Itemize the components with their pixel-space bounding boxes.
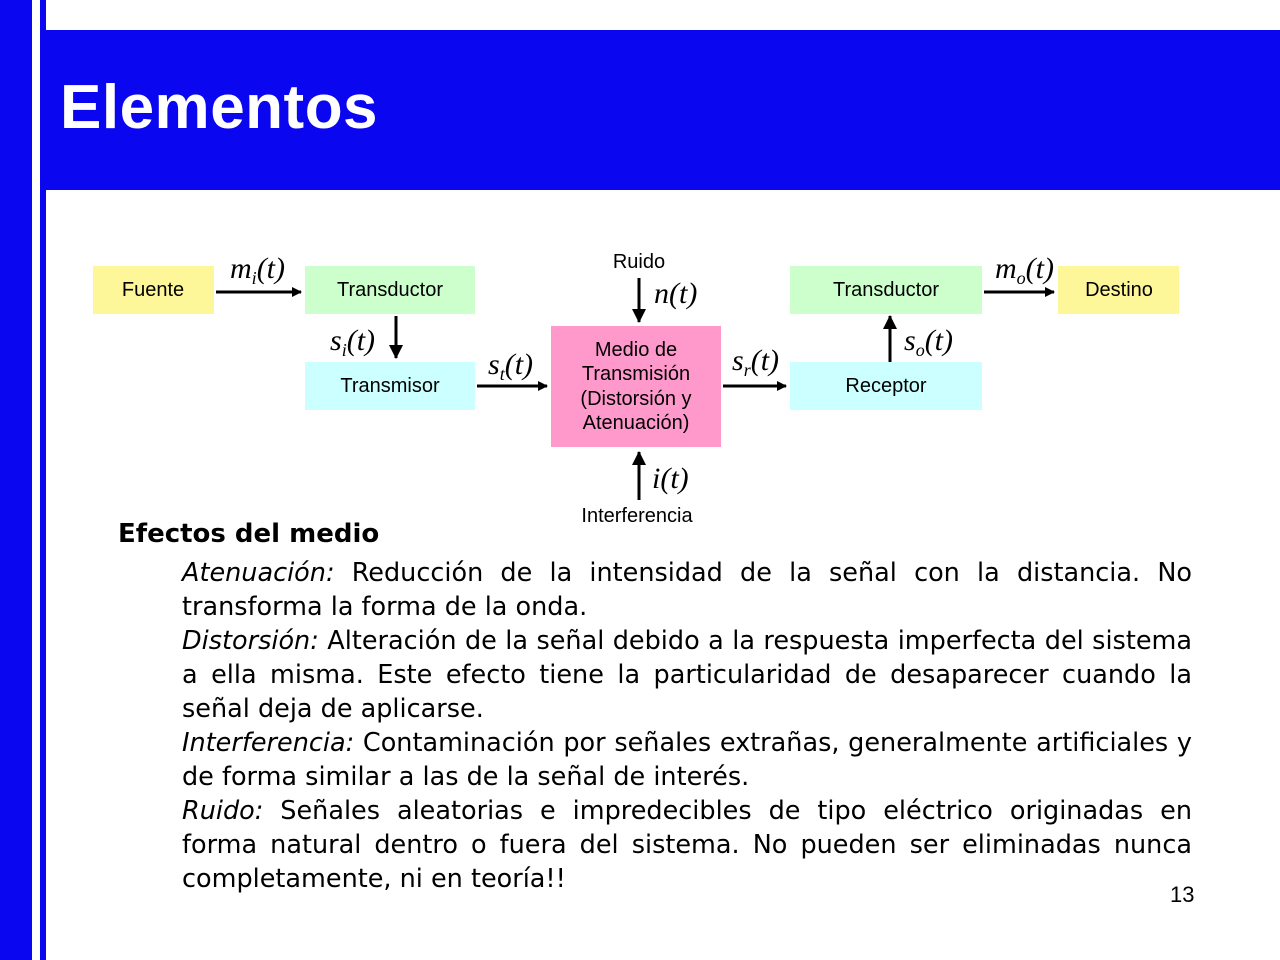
effect-ruido	[182, 794, 1192, 896]
block-medio-line-1: Medio de	[594, 339, 678, 361]
page-number: 13	[1170, 882, 1195, 907]
block-transductor-out-label: Transductor	[833, 279, 939, 301]
signal-si-label: $s_i(t)$	[330, 324, 376, 360]
block-transmisor	[305, 362, 475, 410]
block-transductor-out	[790, 266, 982, 314]
block-destino	[1058, 266, 1179, 314]
effect-description: Señales aleatorias e impredecibles de tipo eléctrico originadas en forma natural dentro o fuera del sistema. No pueden ser eliminadas nunca completamente, ni en teoría!!	[182, 796, 1192, 894]
block-medio-line-4: Atenuación)	[582, 412, 690, 434]
effect-term: Ruido:	[182, 796, 264, 826]
effect-term: Distorsión:	[182, 626, 319, 656]
block-receptor-label: Receptor	[845, 375, 927, 397]
block-medio-line-2: Transmisión	[581, 363, 691, 385]
effects-section	[118, 516, 1192, 896]
ruido-label: Ruido	[612, 251, 666, 273]
block-medio-line-3: (Distorsión y	[580, 388, 692, 410]
block-destino-label: Destino	[1085, 279, 1153, 301]
effect-term: Atenuación:	[182, 558, 335, 588]
signal-mo-label: $m_o(t)$	[995, 252, 1054, 288]
block-fuente	[93, 266, 214, 314]
interferencia-label: Interferencia	[581, 505, 693, 527]
block-receptor	[790, 362, 982, 410]
signal-so-label: $s_o(t)$	[904, 324, 954, 360]
effect-description: Alteración de la señal debido a la respuesta imperfecta del sistema a ella misma. Este efecto tiene la particularidad de desaparecer cuando la señal deja de aplicarse.	[182, 626, 1192, 724]
effect-distorsion	[182, 624, 1192, 726]
signal-nt-label: n(t)	[654, 277, 698, 310]
signal-sr-label: $s_r(t)$	[732, 344, 780, 380]
effect-interferencia	[182, 726, 1192, 794]
block-transductor-in	[305, 266, 475, 314]
signal-it-label: i(t)	[652, 462, 689, 495]
block-transmisor-label: Transmisor	[340, 375, 440, 397]
signal-st-label: $s_t(t)$	[488, 348, 534, 384]
signal-mi-label: $m_i(t)$	[230, 252, 286, 288]
block-transductor-in-label: Transductor	[337, 279, 443, 301]
effect-description: Contaminación por señales extrañas, generalmente artificiales y de forma similar a las de la señal de interés.	[182, 728, 1192, 792]
effect-description: Reducción de la intensidad de la señal con la distancia. No transforma la forma de la onda.	[182, 558, 1192, 622]
block-fuente-label: Fuente	[121, 279, 185, 301]
block-medio	[551, 326, 721, 447]
effect-atenuacion	[182, 556, 1192, 624]
slide-title: Elementos	[60, 73, 379, 142]
effect-term: Interferencia:	[182, 728, 355, 758]
effects-heading: Efectos del medio	[118, 519, 380, 549]
